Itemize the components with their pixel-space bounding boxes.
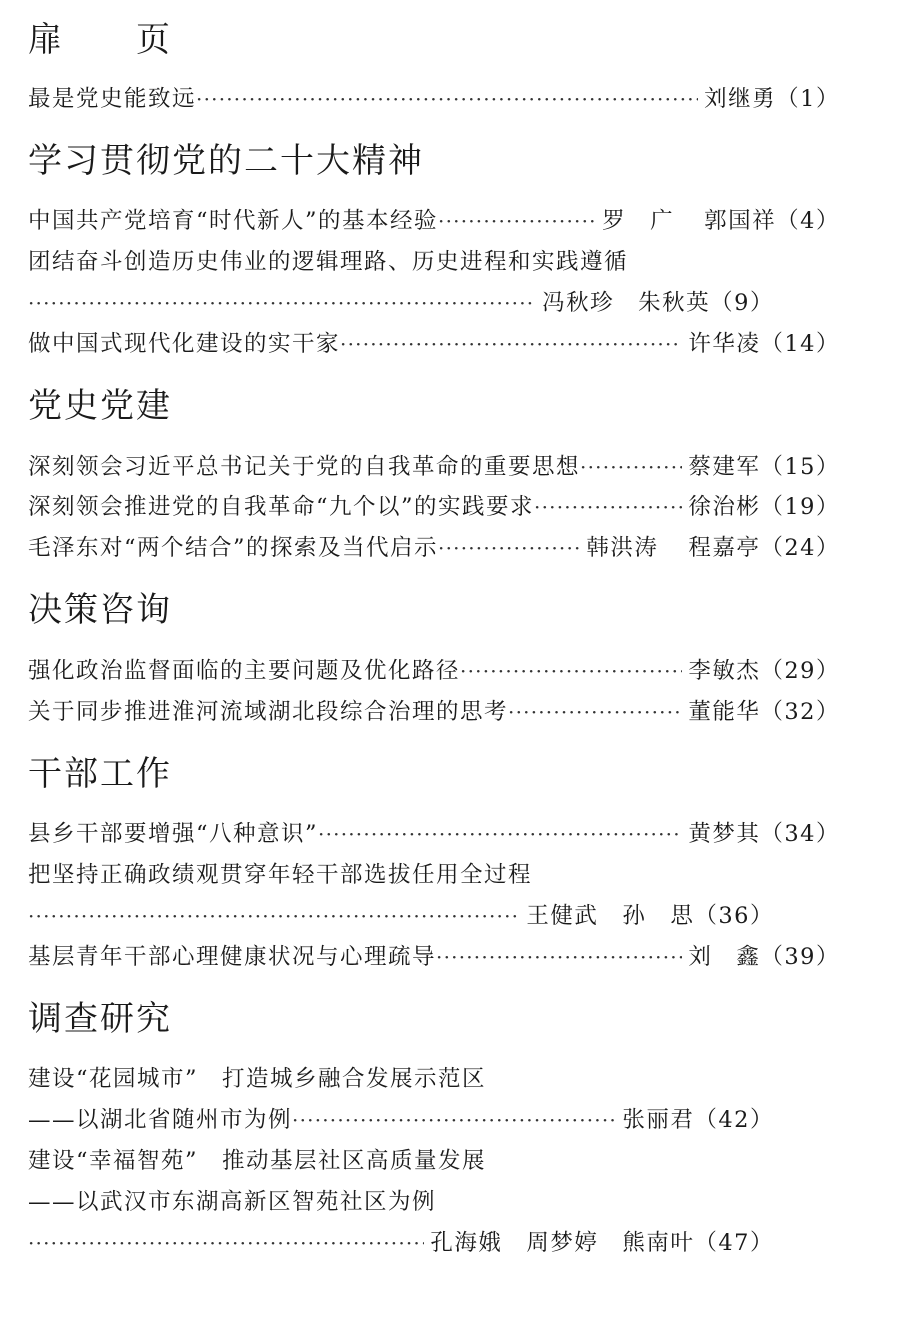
entry-title: 深刻领会习近平总书记关于党的自我革命的重要思想 xyxy=(28,454,581,480)
leader-dots xyxy=(508,697,682,727)
leader-dots xyxy=(340,329,682,359)
entry-title: 建设“花园城市” 打造城乡融合发展示范区 xyxy=(28,1066,487,1092)
entry-page: （19） xyxy=(760,494,840,520)
entry-page: （4） xyxy=(776,208,840,234)
toc-entry-author-line[interactable] xyxy=(28,288,774,318)
entry-page: （47） xyxy=(694,1230,774,1256)
entry-title: 把坚持正确政绩观贯穿年轻干部选拔任用全过程 xyxy=(28,862,533,888)
entry-authors: 许华凌 xyxy=(688,331,761,357)
section-heading: 调查研究 xyxy=(28,999,172,1039)
entry-page: （1） xyxy=(776,86,840,112)
entry-authors: 李敏杰 xyxy=(688,658,761,684)
entry-page: （15） xyxy=(760,454,840,480)
entry-title: 做中国式现代化建设的实干家 xyxy=(28,331,341,357)
entry-authors: 王健武 孙 思 xyxy=(526,903,695,929)
toc-entry[interactable] xyxy=(28,329,840,359)
entry-authors: 张丽君 xyxy=(622,1107,695,1133)
toc-entry[interactable] xyxy=(28,84,840,114)
leader-dots xyxy=(438,206,596,236)
entry-title: 建设“幸福智苑” 推动基层社区高质量发展 xyxy=(28,1148,487,1174)
entry-authors: 董能华 xyxy=(688,699,761,725)
toc-entry[interactable] xyxy=(28,452,840,482)
leader-dots xyxy=(460,656,682,686)
toc-entry-author-line[interactable] xyxy=(28,1228,774,1258)
entry-title: 强化政治监督面临的主要问题及优化路径 xyxy=(28,658,461,684)
entry-authors: 徐治彬 xyxy=(688,494,761,520)
toc-entry[interactable] xyxy=(28,656,840,686)
toc-entry-subtitle-line xyxy=(28,1187,840,1217)
toc-entry[interactable] xyxy=(28,492,840,522)
toc-entry[interactable] xyxy=(28,533,840,563)
entry-page: （34） xyxy=(760,821,840,847)
toc-entry[interactable] xyxy=(28,206,840,236)
entry-page: （39） xyxy=(760,944,840,970)
leader-dots xyxy=(28,1228,424,1258)
section-heading: 党史党建 xyxy=(28,386,172,426)
entry-title: 基层青年干部心理健康状况与心理疏导 xyxy=(28,944,437,970)
entry-authors: 韩洪涛 程嘉亭 xyxy=(586,535,761,561)
entry-title: 最是党史能致远 xyxy=(28,86,197,112)
section-heading: 决策咨询 xyxy=(28,590,172,630)
entry-page: （32） xyxy=(760,699,840,725)
leader-dots xyxy=(318,819,682,849)
entry-page: （42） xyxy=(694,1107,774,1133)
entry-authors: 冯秋珍 朱秋英 xyxy=(542,290,711,316)
toc-entry-title-line[interactable] xyxy=(28,247,840,277)
entry-page: （36） xyxy=(694,903,774,929)
entry-page: （14） xyxy=(760,331,840,357)
entry-authors: 孔海娥 周梦婷 熊南叶 xyxy=(430,1230,695,1256)
entry-authors: 蔡建军 xyxy=(688,454,761,480)
leader-dots xyxy=(438,533,580,563)
leader-dots xyxy=(436,942,682,972)
section-heading: 学习贯彻党的二十大精神 xyxy=(28,141,424,181)
entry-title: 团结奋斗创造历史伟业的逻辑理路、历史进程和实践遵循 xyxy=(28,249,629,275)
entry-authors: 黄梦其 xyxy=(688,821,761,847)
entry-title: 深刻领会推进党的自我革命“九个以”的实践要求 xyxy=(28,494,535,520)
toc-entry-author-line[interactable] xyxy=(28,901,774,931)
toc-entry-title-line[interactable] xyxy=(28,1146,840,1176)
entry-authors: 刘继勇 xyxy=(704,86,777,112)
entry-authors: 罗 广 郭国祥 xyxy=(602,208,777,234)
leader-dots xyxy=(292,1105,616,1135)
leader-dots xyxy=(28,901,520,931)
section-heading: 干部工作 xyxy=(28,754,172,794)
toc-entry[interactable] xyxy=(28,942,840,972)
entry-page: （29） xyxy=(760,658,840,684)
leader-dots xyxy=(196,84,698,114)
toc-entry-title-line[interactable] xyxy=(28,1064,840,1094)
entry-page: （9） xyxy=(710,290,774,316)
toc-entry[interactable] xyxy=(28,697,840,727)
toc-entry-author-line[interactable] xyxy=(28,1105,774,1135)
entry-subtitle: ——以湖北省随州市为例 xyxy=(28,1107,293,1133)
entry-title: 关于同步推进淮河流域湖北段综合治理的思考 xyxy=(28,699,509,725)
entry-authors: 刘 鑫 xyxy=(688,944,761,970)
leader-dots xyxy=(534,492,682,522)
leader-dots xyxy=(580,452,682,482)
entry-title: 毛泽东对“两个结合”的探索及当代启示 xyxy=(28,535,439,561)
section-heading: 扉 页 xyxy=(28,20,172,60)
toc-entry[interactable] xyxy=(28,819,840,849)
entry-subtitle: ——以武汉市东湖高新区智苑社区为例 xyxy=(28,1189,437,1215)
entry-page: （24） xyxy=(760,535,840,561)
toc-entry-title-line[interactable] xyxy=(28,860,840,890)
entry-title: 县乡干部要增强“八种意识” xyxy=(28,821,319,847)
leader-dots xyxy=(28,288,536,318)
entry-title: 中国共产党培育“时代新人”的基本经验 xyxy=(28,208,439,234)
